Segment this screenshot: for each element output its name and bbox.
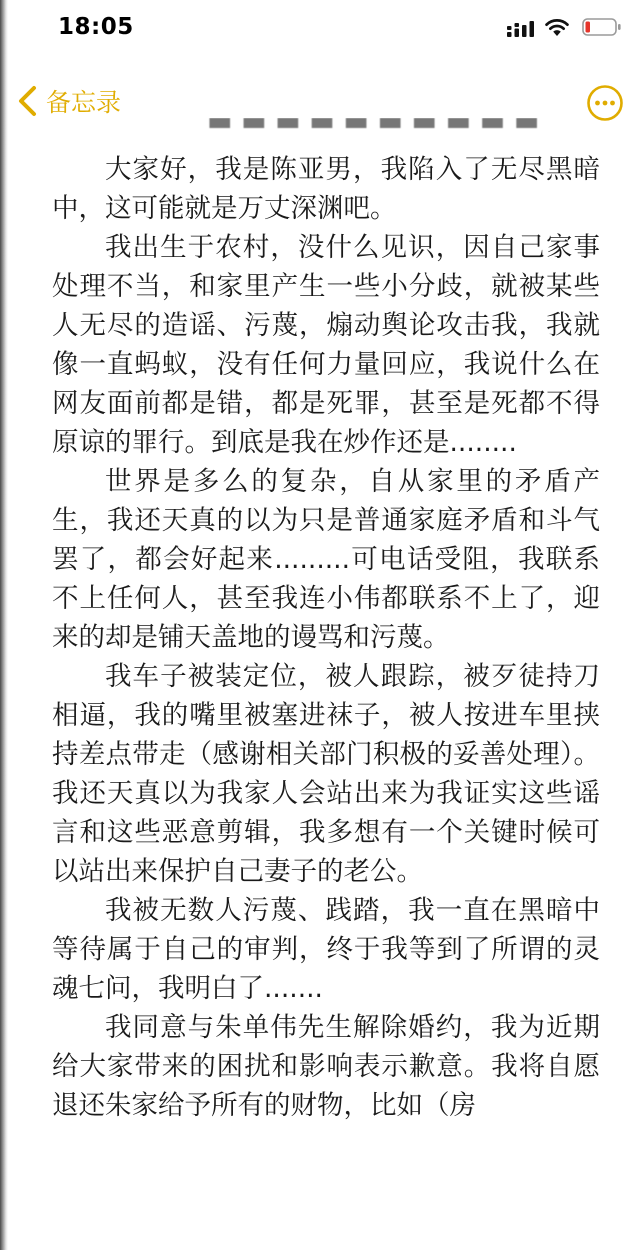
note-paragraph: 我车子被装定位，被人跟踪，被歹徒持刀相逼，我的嘴里被塞进袜子，被人按进车里挟持差点带走（感谢相关部门积极的妥善处理）。我还天真以为我家人会站出来为我证实这些谣言和这些恶意剪辑，我多想有一个关键时候可以站出来保护自己妻子的老公。 <box>52 661 600 887</box>
back-label: 备忘录 <box>46 88 122 117</box>
screen-left-edge-shadow <box>0 0 8 1250</box>
back-button[interactable] <box>16 80 121 122</box>
wifi-icon <box>544 17 570 37</box>
battery-low-icon <box>582 17 622 37</box>
signal-bars-icon <box>506 20 536 38</box>
status-bar <box>0 0 640 60</box>
clipped-line-fragment: ▬ ▬ ▬ ▬ ▬ ▬ ▬ ▬ ▬ ▬ <box>207 118 540 137</box>
note-body[interactable] <box>52 118 600 1250</box>
chevron-left-icon <box>16 85 38 117</box>
note-paragraph: 世界是多么的复杂，自从家里的矛盾产生，我还天真的以为只是普通家庭矛盾和斗气罢了，都会好起来.........可电话受阻，我联系不上任何人，甚至我连小伟都联系不上了，迎来的却是铺天盖地的谩骂和污蔑。 <box>52 466 600 653</box>
ellipsis-circle-icon[interactable] <box>586 84 624 122</box>
note-paragraph: 我出生于农村，没什么见识，因自己家事处理不当，和家里产生一些小分歧，就被某些人无尽的造谣、污蔑，煽动舆论攻击我，我就像一直蚂蚁，没有任何力量回应，我说什么在网友面前都是错，都是死罪，甚至是死都不得原谅的罪行。到底是我在炒作还是........ <box>52 232 600 458</box>
note-paragraph: 我被无数人污蔑、践踏，我一直在黑暗中等待属于自己的审判，终于我等到了所谓的灵魂七问，我明白了....... <box>52 895 600 1004</box>
clipped-previous-line <box>52 118 600 150</box>
note-paragraph: 大家好，我是陈亚男，我陷入了无尽黑暗中，这可能就是万丈深渊吧。 <box>52 154 600 224</box>
status-time: 18:05 <box>58 14 134 40</box>
note-paragraph: 我同意与朱单伟先生解除婚约，我为近期给大家带来的困扰和影响表示歉意。我将自愿退还朱家给予所有的财物，比如（房 <box>52 1012 600 1121</box>
